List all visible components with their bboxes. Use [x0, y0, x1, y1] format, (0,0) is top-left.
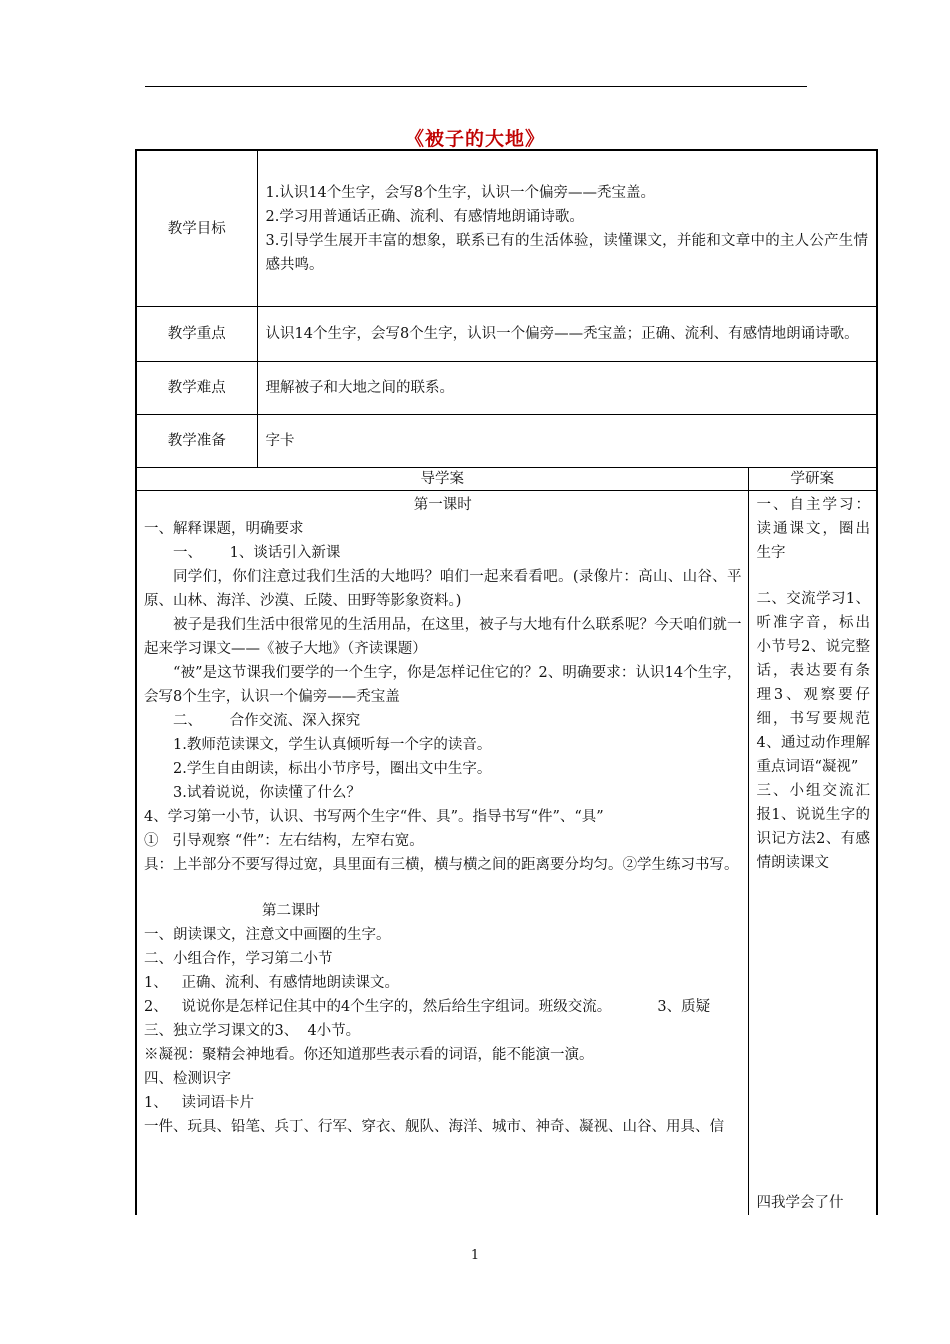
body-row [136, 491, 877, 1216]
document-title: 《被子的大地》 [404, 128, 545, 150]
spacer [144, 877, 742, 899]
difficulties-label: 教学难点 [136, 362, 257, 415]
key-points-row [136, 307, 877, 362]
lesson-heading: 第一课时 [413, 497, 472, 513]
guide-header: 导学案 [136, 468, 748, 491]
guide-paragraph: 4、学习第一小节，认识、书写两个生字“件、具”。指导书写“件”、“具” [144, 809, 604, 825]
spacer [757, 565, 871, 587]
lesson-heading: 第二课时 [262, 903, 320, 919]
preparation-row [136, 415, 877, 468]
guide-paragraph: 二、小组合作，学习第二小节 [144, 951, 333, 967]
guide-paragraph: 一、解释课题，明确要求 [144, 521, 304, 537]
study-paragraph: 二、交流学习1、听准字音，标出小节号2、说完整话，表达要有条理3、观察要仔细，书写要规范4、通过动作理解重点词语“凝视” [756, 591, 870, 775]
column-header-row [136, 468, 877, 491]
difficulties-line: 理解被子和大地之间的联系。 [265, 380, 454, 396]
objectives-row [136, 150, 877, 307]
guide-paragraph: ① 引导观察 “件”：左右结构，左窄右宽。 [144, 833, 424, 849]
study-paragraph: 三、小组交流汇报1、说说生字的识记方法2、有感情朗读课文 [756, 783, 870, 871]
guide-paragraph: 1、 正确、流利、有感情地朗读课文。 [144, 975, 400, 991]
guide-paragraph: 1.教师范读课文，学生认真倾听每一个字的读音。 [173, 737, 492, 753]
difficulties-content [257, 362, 877, 415]
guide-paragraph: “被”是这节课我们要学的一个生字，你是怎样记住它的？2、明确要求：认识14个生字，会写8个生字，认识一个偏旁——秃宝盖 [144, 665, 742, 705]
study-paragraph: 一、自主学习：读通课文，圈出生字 [756, 497, 870, 561]
guide-paragraph: 四、检测识字 [144, 1071, 231, 1087]
study-paragraph: 四我学会了什 [756, 1195, 844, 1211]
guide-paragraph: 一、 1、谈话引入新课 [173, 545, 341, 561]
guide-paragraph: 1、 读词语卡片 [144, 1095, 255, 1111]
guide-paragraph: 同学们，你们注意过我们生活的大地吗？咱们一起来看看吧。(录像片：高山、山谷、平原、山林、海洋、沙漠、丘陵、田野等影象资料。) [144, 569, 742, 609]
key-points-content [257, 307, 877, 362]
page-number: 1 [470, 1248, 480, 1263]
key-points-line: 认识14个生字，会写8个生字，认识一个偏旁——秃宝盖；正确、流利、有感情地朗诵诗歌。 [265, 326, 859, 342]
objective-line: 1.认识14个生字，会写8个生字，认识一个偏旁——秃宝盖。 [265, 184, 656, 201]
header-rule [145, 86, 807, 87]
guide-paragraph: 3.试着说说，你读懂了什么？ [173, 785, 361, 801]
preparation-line: 字卡 [265, 433, 295, 449]
guide-paragraph: 2.学生自由朗读，标出小节序号，圈出文中生字。 [173, 761, 492, 777]
lesson-plan-table [135, 149, 878, 1215]
guide-paragraph: 三、独立学习课文的3、 4小节。 [144, 1023, 361, 1039]
guide-paragraph: ※凝视：聚精会神地看。你还知道那些表示看的词语，能不能演一演。 [144, 1047, 594, 1063]
guide-paragraph: 二、 合作交流、深入探究 [173, 713, 361, 729]
guide-paragraph: 一件、玩具、铅笔、兵丁、行军、穿衣、舰队、海洋、城市、神奇、凝视、山谷、用具、信 [144, 1119, 724, 1135]
key-points-label: 教学重点 [136, 307, 257, 362]
difficulties-row [136, 362, 877, 415]
preparation-content [257, 415, 877, 468]
guide-paragraph: 具：上半部分不要写得过宽，具里面有三横，横与横之间的距离要分均匀。②学生练习书写。 [144, 857, 739, 873]
guide-paragraph: 一、朗读课文，注意文中画圈的生字。 [144, 927, 391, 943]
objective-line: 3.引导学生展开丰富的想象，联系已有的生活体验，读懂课文，并能和文章中的主人公产生情感共鸣。 [265, 232, 868, 273]
study-content [748, 491, 877, 1216]
study-header: 学研案 [748, 468, 877, 491]
guide-paragraph: 2、 说说你是怎样记住其中的4个生字的，然后给生字组词。班级交流。 3、质疑 [144, 999, 711, 1015]
objectives-content [257, 150, 877, 307]
preparation-label: 教学准备 [136, 415, 257, 468]
guide-paragraph: 被子是我们生活中很常见的生活用品，在这里，被子与大地有什么联系呢？今天咱们就一起来学习课文——《被子大地》（齐读课题） [144, 617, 742, 657]
objective-line: 2.学习用普通话正确、流利、有感情地朗诵诗歌。 [265, 208, 584, 225]
guide-content [136, 491, 748, 1216]
objectives-label: 教学目标 [136, 150, 257, 307]
